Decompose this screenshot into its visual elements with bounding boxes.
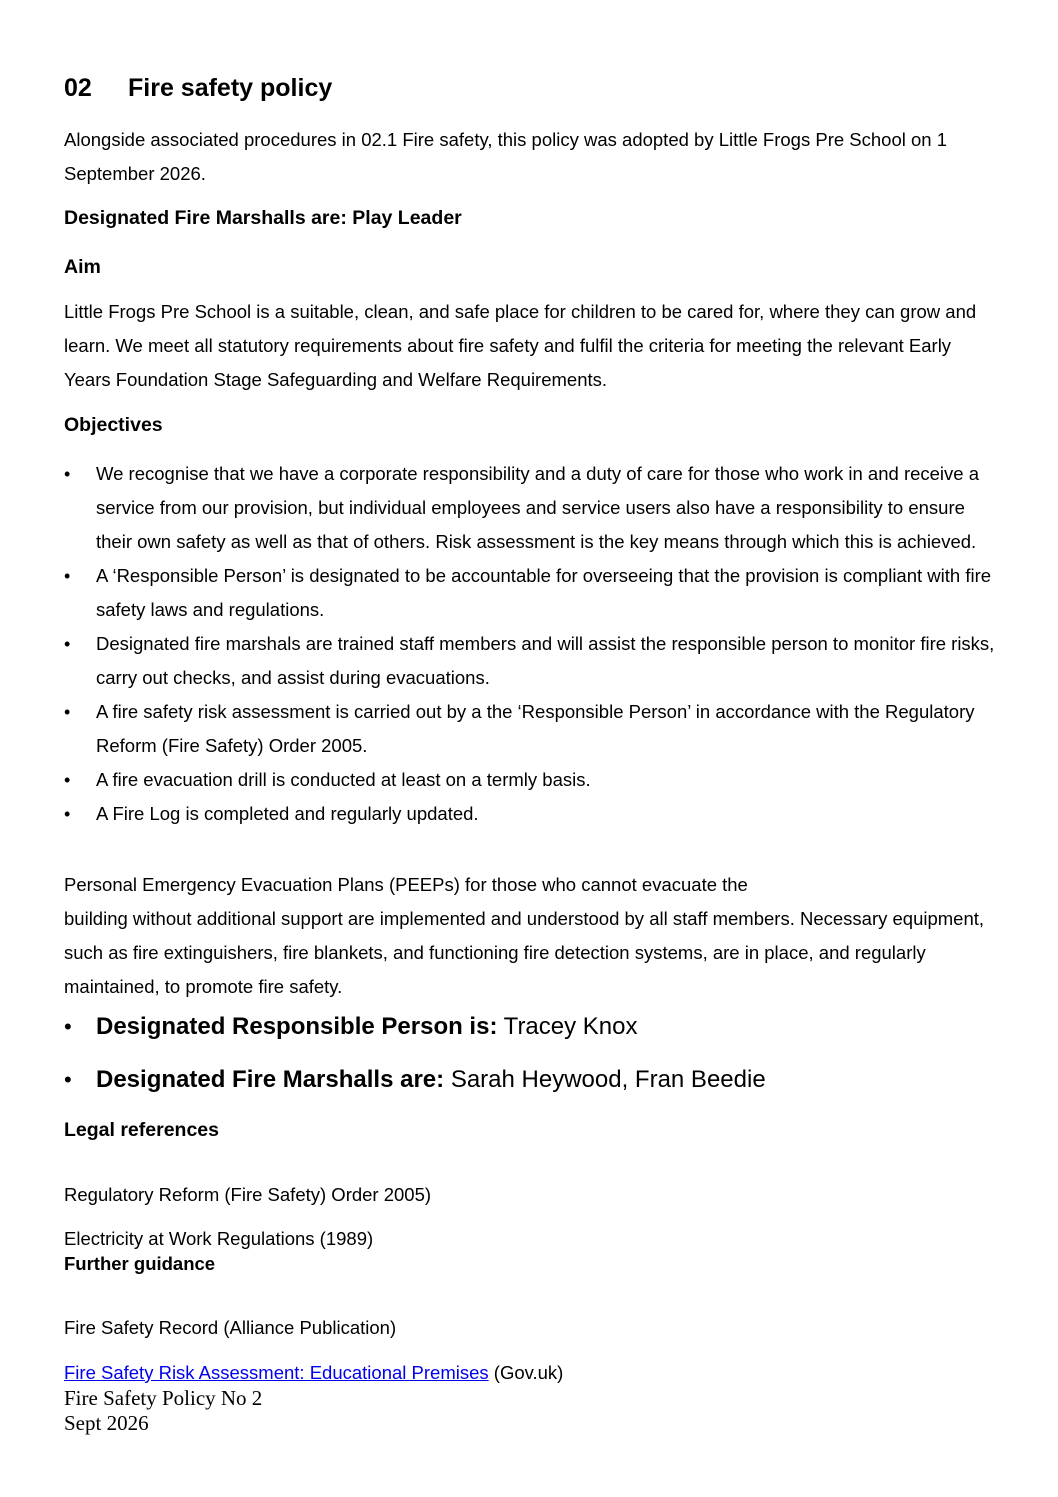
peeps-paragraph xyxy=(64,868,999,1004)
list-item: • A fire evacuation drill is conducted at least on a termly basis. xyxy=(64,763,999,797)
designations-list xyxy=(64,1000,999,1106)
fire-marshalls-heading: Designated Fire Marshalls are: Play Leader xyxy=(64,207,462,229)
list-item: • A fire safety risk assessment is carried out by a the ‘Responsible Person’ in accordance with the Regulatory Reform (Fire Safety) Order 2005. xyxy=(64,695,999,763)
aim-paragraph: Little Frogs Pre School is a suitable, clean, and safe place for children to be cared for, where they can grow and learn. We meet all statutory requirements about fire safety and fulfil the criteria for meeting the relevant Early Years Foundation Stage Safeguarding and Welfare Requirements. xyxy=(64,301,977,390)
list-item: • Designated fire marshals are trained staff members and will assist the responsible person to monitor fire risks, carry out checks, and assist during evacuations. xyxy=(64,627,999,695)
guidance-link-item xyxy=(64,1362,999,1384)
designation-label: Designated Fire Marshalls are: xyxy=(96,1066,445,1093)
peeps-line-1: Personal Emergency Evacuation Plans (PEEPs) for those who cannot evacuate the xyxy=(64,874,748,895)
peeps-line-rest: building without additional support are implemented and understood by all staff members. Necessary equipment, such as fire extinguishers, fire blankets, and functioning fire detection systems, are in place, and regularly maintained, to promote fire safety. xyxy=(64,908,985,997)
aim-heading: Aim xyxy=(64,256,101,278)
responsible-person-item xyxy=(64,1000,999,1053)
intro-paragraph: Alongside associated procedures in 02.1 Fire safety, this policy was adopted by Little Frogs Pre School on 1 September 2026. xyxy=(64,129,948,184)
further-guidance-heading: Further guidance xyxy=(64,1253,216,1274)
footer-line-1: Fire Safety Policy No 2 xyxy=(64,1386,263,1410)
objectives-list xyxy=(64,457,999,831)
designation-label: Designated Responsible Person is: xyxy=(96,1013,498,1040)
legal-reference-item: Regulatory Reform (Fire Safety) Order 2005) xyxy=(64,1183,432,1205)
legal-references-heading: Legal references xyxy=(64,1119,220,1141)
list-item: • A Fire Log is completed and regularly updated. xyxy=(64,797,999,831)
list-item: • We recognise that we have a corporate responsibility and a duty of care for those who work in and receive a service from our provision, but individual employees and service users also have a responsibility to ensure their own safety as well as that of others. Risk assessment is the key means through which this is achieved. xyxy=(64,457,999,559)
page-footer xyxy=(64,1386,262,1436)
fire-safety-risk-assessment-link[interactable]: Fire Safety Risk Assessment: Educational Premises xyxy=(64,1361,489,1383)
designation-value: Sarah Heywood, Fran Beedie xyxy=(450,1066,766,1093)
legal-reference-item: Electricity at Work Regulations (1989) xyxy=(64,1227,374,1249)
section-number: 02 xyxy=(64,74,92,102)
page-title xyxy=(64,74,332,103)
guidance-item: Fire Safety Record (Alliance Publication) xyxy=(64,1316,397,1338)
fire-marshalls-item xyxy=(64,1053,999,1106)
title-text: Fire safety policy xyxy=(128,74,333,102)
link-suffix: (Gov.uk) xyxy=(488,1361,564,1383)
footer-line-2: Sept 2026 xyxy=(64,1411,149,1435)
list-item: • A ‘Responsible Person’ is designated to be accountable for overseeing that the provision is compliant with fire safety laws and regulations. xyxy=(64,559,999,627)
designation-value: Tracey Knox xyxy=(503,1013,638,1040)
objectives-heading: Objectives xyxy=(64,414,163,436)
